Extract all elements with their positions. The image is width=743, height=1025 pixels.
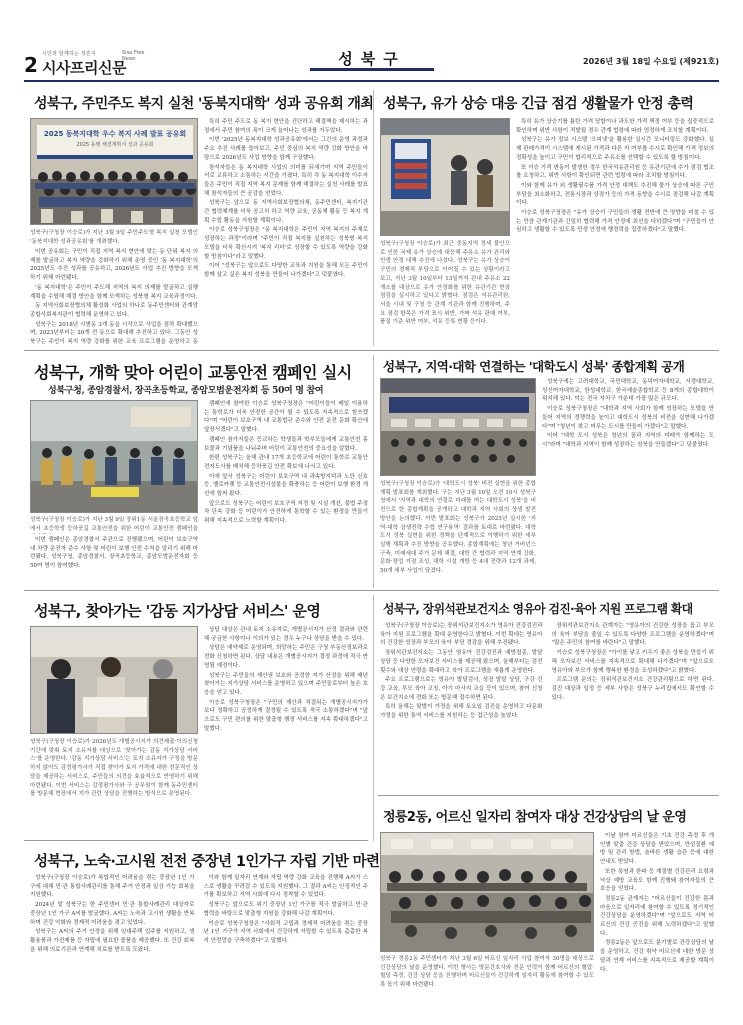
body-paragraph: 캠페인에 참여한 이승로 성북구청장은 "어린이들이 매일 이용하는 통학로가 더욱 안전한 공간이 될 수 있도록 지속적으로 힘쓰겠다"며 "어린이 보호구역 내 교통법규 준수와 안전 운전 문화 확산에 앞장서겠다"고 말했다. <box>204 401 368 434</box>
article-headline: 성북구, 개학 맞아 어린이 교통안전 캠페인 실시 <box>34 363 352 382</box>
logo-english: Sisa Free News <box>122 50 145 62</box>
article-headline: 정릉2동, 어르신 일자리 참여자 대상 건강상담의 날 운영 <box>383 810 687 825</box>
body-paragraph: 참석자들은 동 복지대학 사업의 의미를 되새기며 지역 주민들이 서로 교류하고 소통하는 시간을 가졌다. 특히 각 동 복지대학 이수자들은 주민이 직접 지역 복지 문제를 함께 해결하는 실천 사례를 발표해 참석자들의 큰 공감을 얻었다. <box>204 164 368 197</box>
article-body <box>516 118 714 345</box>
caption-text: 성북구(구청장 이승로)가 최근 중동지역 정세 불안으로 인한 국제 유가 상승에 대응해 주유소 유가 관리와 민생 안정 대책 추진에 나섰다. <box>380 241 510 265</box>
article-photo <box>380 832 594 952</box>
body-paragraph: 장위석관보건지소 관계자는 "영유아의 건강한 성장을 돕고 부모의 육아 부담을 줄일 수 있도록 다양한 프로그램을 운영하겠다"며 "많은 주민의 참여를 바란다"고 말했다. <box>551 623 714 647</box>
body-paragraph: 이승로 성북구청장은 "유가 상승이 구민들의 생활 전반에 큰 영향을 미칠 수 있는 만큼 관계기관과 긴밀히 협력해 가격 안정에 최선을 다하겠다"며 "구민들이 안심하고 생활할 수 있도록 민생 안정에 행정력을 집중하겠다"고 말했다. <box>516 210 714 234</box>
body-paragraph: 이번 캠페인은 종암경찰서 주관으로 진행됐으며, 어린이 보호구역 내 차량 운전자 준수 사항 및 어린이 보행 안전 수칙을 알리기 위해 마련됐다. 성북구청, 종암경찰서, 장곡초등학교, 종암모범운전자회 등 50여 명이 참여했다. <box>30 537 198 570</box>
body-column <box>542 378 714 584</box>
consultation-photo <box>31 627 198 734</box>
article-body-col2 <box>204 400 368 584</box>
body-paragraph: 동 지역사회보장협의체 활성화 사업의 하나로 동주민센터와 관계망 종합사회복지관이 협력해 운영하고 있다. <box>30 303 198 318</box>
body-paragraph: 성북구는 A씨의 주거 안정을 위해 임대주택 입주를 지원하고, 생활용품과 가전제품 등 자립에 필요한 물품을 제공했다. 또 건강 회복을 위해 의료기관과 연계해 치료를 받도록 도왔다. <box>30 929 195 953</box>
article-subheadline: 성북구청, 종암경찰서, 장곡초등학교, 종암모범운전자회 등 50여 명 참여 <box>48 386 324 396</box>
article-headline: 성북구, 노숙·고시원 전전 중장년 1인가구 자립 기반 마련 <box>34 854 380 870</box>
body-paragraph: 이에 앞서 성북구는 어린이 보호구역 내 과속방지턱과 노란 신호등, 옐로카펫 등 교통안전시설물을 확충하는 등 어린이 보행 환경 개선에 힘써 왔다. <box>204 473 368 498</box>
body-column <box>30 874 195 1015</box>
body-paragraph: 성북구는 2018년 시범동 3개 동을 시작으로 사업을 점차 확대했으며, 2023년부터는 20개 전 동으로 확대해 추진하고 있다. 그동안 성북구는 주민이 복지 역량 강화를 위한 교육 프로그램을 운영하고 동 <box>30 321 198 345</box>
article-body <box>30 874 368 1015</box>
body-paragraph: 이번 공유회는 구민이 직접 지역 복지 현안에 맞는 동 단위 복지 의제를 발굴하고 복지 역량을 강화하기 위해 운영 중인 '동 복지대학'의 2025년도 추진 성과를 공유하고, 2026년도 사업 추진 방향을 모색하기 위해 마련됐다. <box>30 249 198 282</box>
campaign-photo <box>31 401 198 513</box>
article-body-col2 <box>204 118 368 345</box>
body-paragraph: 성북구에는 고려대학교, 국민대학교, 동덕여자대학교, 서경대학교, 성신여자대학교, 한성대학교, 한국예술종합학교 등 8개의 종합대학이 위치해 있다. 이는 전국 자치구 가운데 가장 많은 규모다. <box>542 379 714 403</box>
body-paragraph: 성북구는 주민들의 재산권 보호와 공정한 지가 산정을 위해 매년 찾아가는 지가상담 서비스를 운영하고 있으며 주민들로부터 높은 호응을 얻고 있다. <box>204 672 368 696</box>
section-underline <box>310 68 434 71</box>
body-paragraph: 정릉2동은 앞으로도 분기별로 건강상담의 날을 운영하고, 건강 취약 어르신에 대한 방문 상담과 연계 서비스를 지속적으로 제공할 계획이다. <box>600 940 714 973</box>
article-headline: 성북구, 주민주도 복지 실천 '동북지대학' 성과 공유회 개최 <box>34 96 374 112</box>
caption-continued: 이번 서비스는 감정평가사와 구 공무원이 함께 동주민센터를 방문해 현장에서 지가 관련 상담을 진행하는 방식으로 운영된다. <box>30 782 198 798</box>
row-divider <box>24 590 719 591</box>
health-consult-photo <box>381 833 594 952</box>
photo-caption: 성북구(구청장 이승로)가 지난 3월 9일 장위1동 서울장곡초등학교 앞에서 초등학생 등하굣길 교통안전을 위한 어린이 교통안전 캠페인을 <box>30 517 198 532</box>
article-headline: 성북구, 지역·대학 연결하는 '대학도시 성북' 종합계획 공개 <box>383 359 685 374</box>
body-paragraph: 성북구는 앞으로도 위기 중장년 1인 가구를 적극 발굴하고 민·관 협력을 바탕으로 맞춤형 지원을 강화해 나갈 계획이다. <box>203 902 368 917</box>
article-photo <box>380 378 536 476</box>
body-paragraph: 2024년 말 성북구는 한 주민센터 민·관 통합사례관리 대상자로 중장년 1인 가구 A씨를 발굴했다. A씨는 노숙과 고시원 생활을 반복하며 건강 악화와 경제적 어려움을 겪고 있었다. <box>30 902 195 926</box>
banner-text: 2025 동북지대학 우수 복지 사례 발표 공유회 <box>43 130 187 138</box>
page-number: 2 <box>24 53 38 77</box>
caption-continued: '감동 지가상담 서비스'는 토지 소유자가 구청을 방문하지 않아도 감정평가사가 직접 찾아가 토지 가격에 대한 전문적인 상담을 제공하는 서비스로, 주민들의 의견을 효율적으로 반영하기 위해 마련됐다. <box>30 756 198 789</box>
body-paragraph: 이승로 성북구청장은 "동 복지대학은 주민이 지역 복지의 주체로 성장하는 과정"이라며 "주민이 직접 복지를 실천하는 성북형 복지 모델을 더욱 확산시켜 '복지 리더'로 성장할 수 있도록 역량을 강화할 방침이다"라고 말했다. <box>204 227 368 260</box>
body-paragraph: 상담 대상은 관내 토지 소유자로, 개별공시지가 산정 결과와 관련해 궁금한 사항이나 이의가 있는 경우 누구나 상담을 받을 수 있다. <box>204 627 368 642</box>
body-column <box>30 536 198 584</box>
article-body <box>542 378 714 584</box>
photo-caption <box>30 738 198 834</box>
photo-caption <box>380 240 510 345</box>
gas-station-photo <box>381 119 510 236</box>
row-divider <box>24 840 368 841</box>
body-paragraph: 장위석관보건지소는 그동안 영유아 건강검진과 예방접종, 발달 상담 등 다양한 모자보건 서비스를 제공해 왔으며, 올해부터는 검진 횟수와 대상 연령을 확대하고 육아 프로그램을 새롭게 운영한다. <box>380 650 543 674</box>
article-headline: 성북구, 유가 상승 대응 긴급 점검 생활물가 안정 총력 <box>383 96 694 112</box>
dateline: 2026년 3월 18일 수요일 (제921호) <box>583 57 719 66</box>
article-photo <box>380 118 510 236</box>
photo-caption <box>380 955 594 1015</box>
body-paragraph: 또한 폭염과 한파 등 계절별 건강관리 요령과 낙상 예방 교육도 함께 진행돼 참여자들의 큰 호응을 얻었다. <box>600 868 714 893</box>
body-column <box>30 248 198 345</box>
article-body-col1 <box>30 248 198 345</box>
body-paragraph: 특히 올해는 맞벌이 가정을 위해 토요일 검진을 운영하고 다문화 가정을 위한 통역 서비스를 지원하는 등 접근성을 높였다. <box>380 704 543 720</box>
body-paragraph: 상담은 예약제로 운영되며, 희망하는 주민은 구청 부동산정보과로 전화 신청하면 된다. 상담 내용은 개별공시지가 결정 과정에 적극 반영될 예정이다. <box>204 645 368 669</box>
body-paragraph: 성북구는 앞으로 동 지역사회보장협의체, 동주민센터, 복지기관 간 협력체계를 더욱 공고히 하고 역량 교육, 공동체 활동 등 복지 계획 수립 활동을 지원할 계획이다. <box>204 200 368 224</box>
newspaper-logo <box>42 50 154 80</box>
article-body <box>600 832 714 1015</box>
article-headline: 성북구, 장위석관보건지소 영유아 검진·육아 지원 프로그램 확대 <box>383 602 693 616</box>
article-body-col1 <box>30 536 198 584</box>
article-body <box>380 622 714 790</box>
body-paragraph: 또 이승 가격 변동이 발생한 경우 한국석유관리원 등 유관기관에 추가 점검 협조를 요청하고, 위반 사항이 확인되면 관련 법령에 따라 조치할 방침이다. <box>516 164 714 180</box>
caption-continued: 구는 지난 3월 10일 오전 10시 성북구청에서 '지역과 대학의 연결로 미래를 여는 대학도시 성북'을 비전으로 한 종합계획을 공개하고 대학과 지역 사회의 상생 발전 방안을 논의했다. <box>380 489 536 522</box>
column-divider <box>373 90 374 346</box>
caption-text: 성북구(구청장 이승로)가 2026년도 개별공시지가 의견제출·이의신청 기간에 맞춰 토지 소유자를 대상으로 '찾아가는 감동 지가상담 서비스'를 운영한다. <box>30 739 198 763</box>
column-divider <box>373 355 374 588</box>
row-divider <box>24 350 719 351</box>
caption-continued: 이번 발표회는 성북구가 2025년 실시한 '지역-대학 상생전략 수립 연구용역' 결과를 토대로 마련됐다. 대학도시 성북 실현을 위한 정책을 단계적으로 이행하기 위한 세부 실행 계획과 추진 방향을 공유했다. <box>380 515 536 548</box>
body-column <box>204 874 369 1015</box>
body-paragraph: 한편 성북구는 올해 관내 17개 초등학교에 어린이 통학로 교통안전지도사를 배치해 등하굣길 안전 확보에 나서고 있다. <box>204 455 368 470</box>
body-paragraph: 이승로 성북구청장은 "구민의 재산과 직결되는 개별공시지가가 보다 정확하고 공정하게 결정될 수 있도록 적극 소통하겠다"며 "앞으로도 구민 편의를 위한 맞춤형 행정 서비스를 지속 확대하겠다"고 말했다. <box>204 699 368 732</box>
masthead <box>24 44 719 82</box>
column-divider <box>373 595 374 841</box>
caption-continued: 이번 행사는 방문간호사와 전문 인력이 함께 어르신의 혈압·혈당 측정, 건강 상담 등을 진행하며 어르신들이 건강하게 일자리 활동에 참여할 수 있도록 돕기 위해 마련됐다. <box>380 964 594 989</box>
body-column <box>600 832 714 1015</box>
article-photo <box>30 118 198 225</box>
body-paragraph: 정릉2동 관계자는 "어르신들이 건강한 몸과 마음으로 일자리에 참여할 수 있도록 정기적인 건강상담을 운영하겠다"며 "앞으로도 지역 어르신의 건강 증진을 위해 노력하겠다"고 말했다. <box>600 895 714 937</box>
caption-text: 성북구(구청장 이승로)가 '대학도시 성북' 비전 실현을 위한 종합계획 발표회를 개최했다. <box>380 481 536 496</box>
body-paragraph: 이어 "대학 도시 성북은 청년의 꿈과 지역의 미래가 함께하는 도시"라며 "대학과 지역이 함께 성장하는 성북을 만들겠다"고 덧붙였다. <box>542 433 714 448</box>
body-paragraph: 이어 "성북구는 앞으로도 다양한 교육과 지원을 통해 모든 주민이 함께 살고 싶은 복지 성북을 만들어 나가겠다"고 덧붙였다. <box>204 263 368 278</box>
body-column <box>204 626 368 834</box>
body-paragraph: 이번 '2025년 동복지대학 성과공유회'에서는 그간의 운영 과정과 주요 추진 사례를 돌아보고, 주민 중심의 복지 역량 강화 방안을 바탕으로 2026년도 사업 방향을 함께 구상했다. <box>204 137 368 161</box>
body-column <box>516 118 714 345</box>
body-column <box>204 400 368 584</box>
photo-caption: 성북구(구청장 이승로)가 지난 3월 9일 주민주도형 복지 실천 모델인 '동북지대학 성과공유회'를 개최했다. <box>30 230 198 245</box>
banner-subtext: 2025 동행 해결계획서 성과 공유회 <box>76 142 154 148</box>
body-paragraph: 이와 함께 유가 외 생활필수품 가격 안정 대책도 추진해 물가 상승에 따른 구민 부담을 최소화하고, 전통시장과 상점가 등의 가격 동향을 수시로 점검해 나갈 계획이다. <box>516 182 714 207</box>
caption-continued: 점검은 석유관리원, 서울 시내 및 구청 등 관계 기관과 함께 진행하며, 주요 점검 항목은 가격 표시 위반, 가짜 석유 판매 여부, 품질 기준 위반 여부, 석유 등록 현황 등이다. <box>380 293 510 326</box>
photo-caption <box>380 480 536 584</box>
body-paragraph: 특히 유가 상승기를 틈탄 가격 담합이나 과도한 가격 책정 여부 등을 집중적으로 확인하며 위반 사항이 적발될 경우 관계 법령에 따라 엄정하게 조치할 계획이다. <box>516 119 714 134</box>
body-paragraph: 성북구(구청장 이승로)가 복합적인 어려움을 겪는 중장년 1인 가구에 대해 민·관 통합사례관리를 통해 주거 안정과 일상 기능 회복을 지원했다. <box>30 875 195 899</box>
article-photo <box>30 400 198 513</box>
body-paragraph: 이승로 성북구청장은 "아이를 낳고 키우기 좋은 성북을 만들기 위해 모자보건 서비스를 지속적으로 확대해 나가겠다"며 "앞으로도 영유아와 부모가 함께 행복한 환경을 조성하겠다"고 밝혔다. <box>551 650 714 674</box>
presentation-photo <box>381 379 536 476</box>
caption-text: 성북구 정릉2동 주민센터가 지난 3월 6일 어르신 일자리 사업 참여자 30명을 대상으로 건강상담의 날을 운영했다. <box>380 956 594 971</box>
body-column <box>552 622 715 790</box>
body-paragraph: 이승로 성북구청장은 "대학과 지역 사회가 함께 성장하는 모델을 만들어 지역의 경쟁력을 높이고 대학도시 성북의 비전을 실현해 나가겠다"며 "청년이 찾고 머무는 도시를 만들어 가겠다"고 말했다. <box>542 406 714 430</box>
body-column <box>204 118 368 345</box>
body-paragraph: 주요 프로그램으로는 영유아 발달검사, 성장 발달 상담, 구강 건강 교육, 부모 육아 코칭, 아기 마사지 교실 등이 있으며, 참여 신청은 보건지소에 전화 또는 방문해 접수하면 된다. <box>380 677 543 701</box>
article-photo <box>30 626 198 734</box>
body-column <box>380 622 543 790</box>
row-divider <box>378 795 719 796</box>
body-paragraph: 프로그램 문의는 장위석관보건지소 건강관리팀으로 하면 된다. 검진 대상과 일정 등 세부 사항은 성북구 누리집에서도 확인할 수 있다. <box>551 677 714 701</box>
caption-continued: 성북구는 유가 상승이 구민의 경제적 부담으로 이어질 수 있는 상황이라고 보고, 지난 3월 10일부터 13일까지 관내 주유소 22개소를 대상으로 유가 안정화를 위한 유관기관 현장 점검을 실시하고 있다고 밝혔다. <box>380 258 510 300</box>
logo-slogan: 시민과 함께하는 정론지 <box>42 51 96 57</box>
caption-continued: 종합계획에는 청년 거버넌스 구축, 미래세대 주거 문제 해결, 대학 간 협력과 지역 연계 강화, 문화·창업 거점 조성, 대학 시설 개방 등 4대 전략과 12개 과제, 50개 세부 사업이 담겼다. <box>380 541 536 575</box>
body-paragraph: 이승로 성북구청장은 "사회적 고립과 경제적 어려움을 겪는 중장년 1인 가구가 지역 사회에서 건강하게 자립할 수 있도록 촘촘한 복지 안전망을 구축하겠다"고 말했다. <box>203 920 368 944</box>
body-paragraph: 성북구는 유가 정보 시스템 '오피넷'을 활용한 실시간 모니터링도 강화했다. 실제 판매가격이 시스템에 게시된 가격과 다른 지 여부를 수시로 확인해 가격 정보의 정확성을 높이고 구민이 합리적으로 주유소를 선택할 수 있도록 할 방침이다. <box>516 137 714 161</box>
article-body <box>204 626 368 834</box>
body-paragraph: 성북구(구청장 이승로)는 장위석관보건지소가 영유아 건강검진과 육아 지원 프로그램을 확대 운영한다고 밝혔다. 이번 확대는 영유아의 건강한 성장과 부모의 육아 부담 경감을 위해 추진됐다. <box>380 623 543 647</box>
section-title: 성북구 <box>338 50 406 68</box>
body-paragraph: '동 복지대학'은 주민이 주도해 지역의 복지 의제를 발굴하고 실행 계획을 수립해 해결 방안을 함께 모색하는 성북형 복지 교육과정이다. <box>30 284 198 300</box>
body-paragraph: 이와 함께 일자리 연계와 자립 역량 강화 교육을 진행해 A씨가 스스로 생활을 꾸려갈 수 있도록 지원했다. 그 결과 A씨는 안정적인 주거를 확보하고 지역 사회에 다시 정착할 수 있었다. <box>203 875 368 899</box>
body-paragraph: 이날 참여 어르신들은 기초 건강 측정 후 개인별 맞춤 건강 상담을 받았으며, 만성질환 예방 및 관리 방법, 올바른 생활 습관 등에 대한 안내도 받았다. <box>600 833 714 866</box>
body-paragraph: 특히 주민 주도로 동 복지 현안을 진단하고 해결책을 제시하는 과정에서 주민 참여의 폭이 크게 늘어나는 성과를 거두었다. <box>204 119 368 134</box>
article-headline: 성북구, 찾아가는 '감동 지가상담 서비스' 운영 <box>34 602 321 620</box>
logo-title: 시사프리신문 <box>42 59 126 77</box>
body-paragraph: 캠페인 참가자들은 등교하는 학생들과 학부모들에게 교통안전 홍보물과 기념품을 나눠주며 어린이 교통안전의 중요성을 알렸다. <box>204 436 368 452</box>
body-paragraph: 앞으로도 성북구는 어린이 보호구역 지정 및 시설 개선, 불법 주정차 단속 강화 등 어린이가 안전하게 통학할 수 있는 환경을 만들기 위해 지속적으로 노력할 계획이다. <box>204 500 368 525</box>
